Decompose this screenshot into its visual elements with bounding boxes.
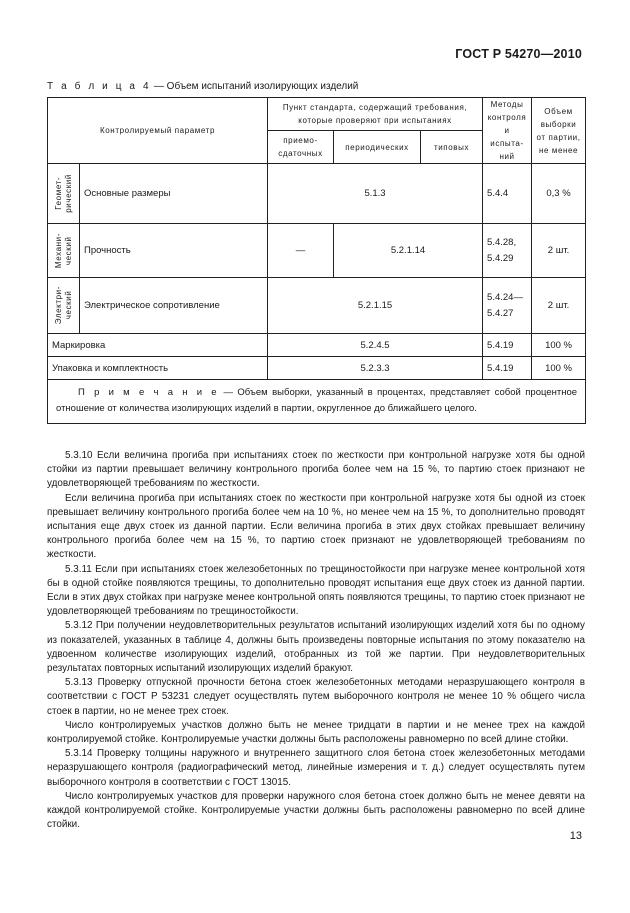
group-label: Механи- ческий [53,232,73,269]
methods-cell: 5.4.19 [483,334,532,357]
table-row [48,278,586,334]
param-cell: Электрическое сопротивление [80,278,268,334]
group-label-cell [48,224,80,278]
paragraph: Число контролируемых участков для проверки наружного слоя бетона стоек должно быть не менее девяти на каждой контролируемой стойке. Контролируемые участки должны быть расположены равномерно по всей длине стойки. [47,790,585,831]
header-sample: Объем выборки от партии, не менее [532,98,586,164]
methods-cell: 5.4.28, 5.4.29 [483,224,532,278]
group-label-cell [48,164,80,224]
methods-cell: 5.4.19 [483,357,532,380]
methods-cell: 5.4.24— 5.4.27 [483,278,532,334]
table-row [48,224,586,278]
clause-cell: 5.2.3.3 [268,357,483,380]
group-label-cell [48,278,80,334]
param-cell: Основные размеры [80,164,268,224]
header-acceptance: приемо-сдаточных [268,131,334,164]
paragraph: 5.3.10 Если величина прогиба при испытаниях стоек по жесткости при контрольной нагрузке хотя бы одной стойки из партии превышает величину контрольного прогиба более чем на 15 %, то партию стоек признают не удовлетворяющей требованиям по жесткости. [47,450,585,490]
header-type: типовых [421,131,483,164]
table-row [48,164,586,224]
methods-cell: 5.4.4 [483,164,532,224]
note-label: П р и м е ч а н и е [78,386,219,398]
paragraph: 5.3.12 При получении неудовлетворительных результатов испытаний изолирующих изделий хотя бы по одному из показателей, указанных в таблице 4, должны быть произведены повторные испытания по этому показателю на удвоенном количестве изолирующих изделий, отобранных из той же партии. При неудовлетворительных результатах повторных испытаний изолирующих изделий бракуют. [47,620,585,675]
table-caption-label: Т а б л и ц а 4 [47,81,152,92]
param-cell: Упаковка и комплектность [48,357,268,380]
header-methods: Методы контроля и испыта-ний [483,98,532,164]
body-text [47,449,585,832]
header-clause-group: Пункт стандарта, содержащий требования, которые проверяют при испытаниях [268,98,483,131]
document-header: ГОСТ Р 54270—2010 [455,47,582,61]
table-caption-text: — Объем испытаний изолирующих изделий [151,81,359,92]
sample-cell: 0,3 % [532,164,586,224]
acceptance-cell: — [268,224,334,278]
table-header-row-1 [48,98,586,131]
table-note-row [48,380,586,424]
sample-cell: 100 % [532,334,586,357]
volume-of-tests-table [47,97,586,424]
page-number: 13 [569,830,582,842]
paragraph: 5.3.14 Проверку толщины наружного и внутреннего защитного слоя бетона стоек железобетонных методами неразрушающего контроля (радиографический метод, линейные измерения и т. д.) следует осуществлять путем выборочного контроля в соответствии с ГОСТ 13015. [47,748,585,788]
clause-cell: 5.1.3 [268,164,483,224]
clause-cell: 5.2.4.5 [268,334,483,357]
clause-cell: 5.2.1.14 [334,224,483,278]
table-row [48,334,586,357]
paragraph: 5.3.13 Проверку отпускной прочности бетона стоек железобетонных методами неразрушающего контроля в соответствии с ГОСТ Р 53231 следует осуществлять путем выборочного контроля не менее 10 % общего числа стоек в партии, но не менее трех стоек. [47,677,585,717]
paragraph: Число контролируемых участков должно быть не менее тридцати в партии и не менее трех на каждой контролируемой стойке. Контролируемые участки должны быть расположены равномерно по всей длине стойки. [47,719,585,746]
paragraph: Если величина прогиба при испытаниях стоек по жесткости при контрольной нагрузке хотя бы одной из стоек превышает величину контрольного прогиба более чем на 10 %, но менее чем на 15 %, то дополнительно проводят испытания еще двух стоек из данной партии. Если величина прогиба в этих двух стойках превышает величину контрольного прогиба более чем на 15 %, то партию стоек признают не удовлетворяющей требованиям по жесткости. [47,492,585,561]
note-text: — Объем выборки, указанный в процентах, представляет собой процентное отношение от количества изолирующих изделий в партии, округленное до ближайшего целого. [56,386,578,414]
sample-cell: 100 % [532,357,586,380]
group-label: Геомет- рический [53,174,73,213]
param-cell: Маркировка [48,334,268,357]
group-label: Электри- ческий [53,286,73,325]
table-row [48,357,586,380]
header-periodic: периодических [334,131,421,164]
clause-cell: 5.2.1.15 [268,278,483,334]
sample-cell: 2 шт. [532,224,586,278]
header-param: Контролируемый параметр [48,98,268,164]
table-caption [47,81,358,92]
sample-cell: 2 шт. [532,278,586,334]
param-cell: Прочность [80,224,268,278]
table-note [48,380,586,424]
paragraph: 5.3.11 Если при испытаниях стоек железобетонных по трещиностойкости при нагрузке менее контрольной хотя бы в одной стойке появляются трещины, то дополнительно проводят испытания еще двух стоек из данной партии. Если в этих двух стойках при нагрузке менее контрольной опять появляются трещины, то партию стоек признают не удовлетворяющей требованиям по трещиностойкости. [47,563,585,618]
